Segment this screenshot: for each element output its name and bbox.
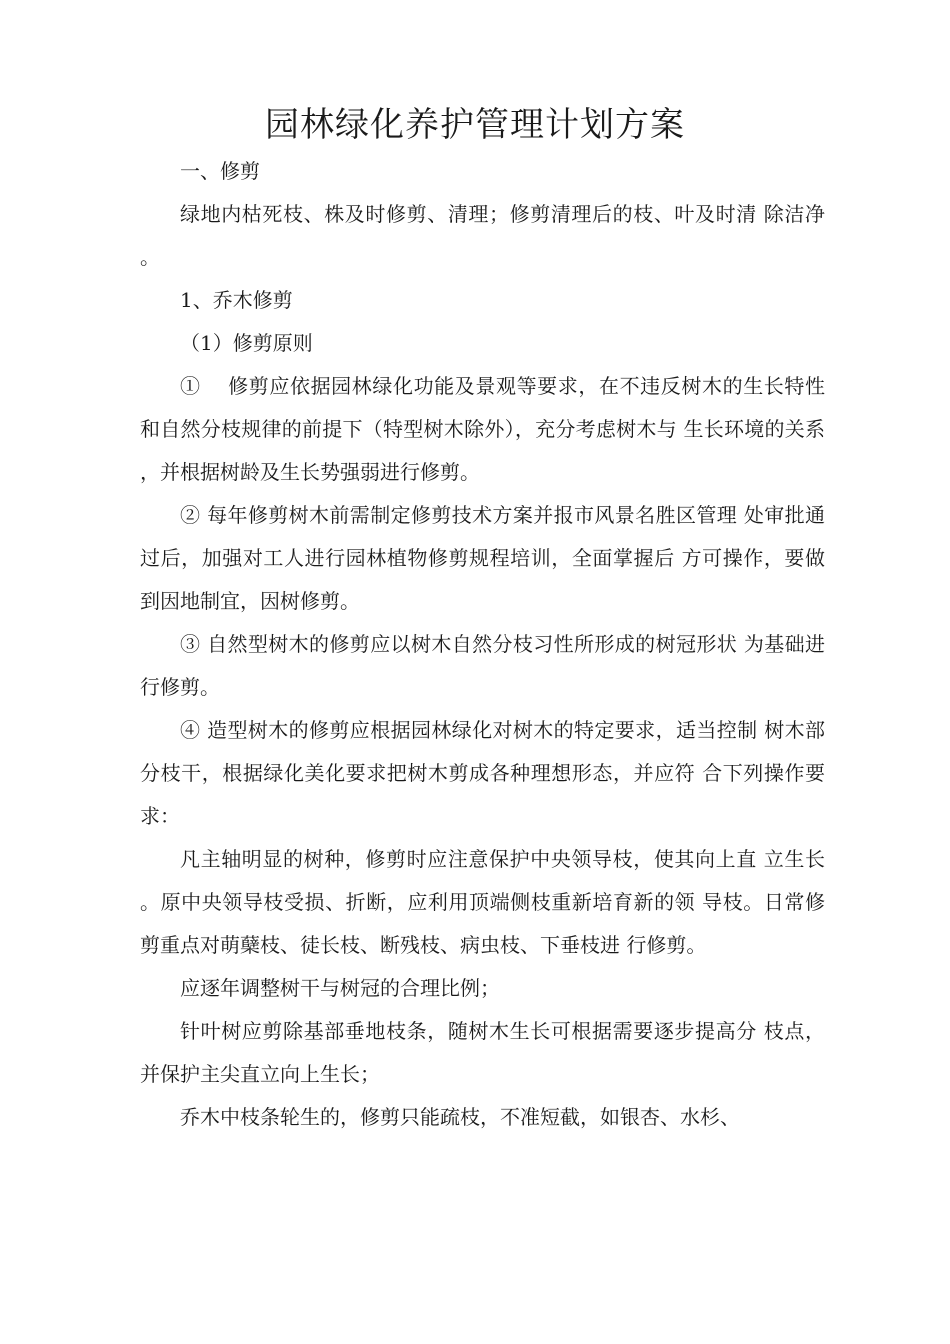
paragraph: 针叶树应剪除基部垂地枝条，随树木生长可根据需要逐步提高分 枝点，并保护主尖直立向上生长；: [140, 1019, 825, 1086]
paragraph: 凡主轴明显的树种，修剪时应注意保护中央领导枝，使其向上直 立生长。原中央领导枝受损、折断，应利用顶端侧枝重新培育新的领 导枝。日常修剪重点对萌蘖枝、徒长枝、断残枝、病虫枝、下垂枝进 行修剪。: [140, 847, 825, 957]
paragraph: 乔木中枝条轮生的，修剪只能疏枝，不准短截，如银杏、水杉、: [180, 1105, 740, 1129]
paragraph: 绿地内枯死枝、株及时修剪、清理；修剪清理后的枝、叶及时清 除洁净。: [140, 202, 825, 269]
subsection-heading-principles: （1）修剪原则: [180, 331, 313, 355]
paragraph: ③ 自然型树木的修剪应以树木自然分枝习性所形成的树冠形状 为基础进行修剪。: [140, 632, 825, 699]
paragraph: ① 修剪应依据园林绿化功能及景观等要求，在不违反树木的生长特性和自然分枝规律的前提下（特型树木除外），充分考虑树木与 生长环境的关系，并根据树龄及生长势强弱进行修剪。: [140, 374, 825, 484]
paragraph: 应逐年调整树干与树冠的合理比例；: [180, 976, 500, 1000]
document-title: 园林绿化养护管理计划方案: [265, 105, 685, 145]
paragraph: ② 每年修剪树木前需制定修剪技术方案并报市风景名胜区管理 处审批通过后，加强对工人进行园林植物修剪规程培训，全面掌握后 方可操作，要做到因地制宜，因树修剪。: [140, 503, 825, 613]
paragraph: ④ 造型树木的修剪应根据园林绿化对树木的特定要求，适当控制 树木部分枝干，根据绿化美化要求把树木剪成各种理想形态，并应符 合下列操作要求：: [140, 718, 825, 828]
subsection-heading-tree-pruning: 1、乔木修剪: [180, 288, 293, 312]
document-body: [140, 150, 825, 1139]
section-heading-pruning: 一、修剪: [180, 159, 260, 183]
